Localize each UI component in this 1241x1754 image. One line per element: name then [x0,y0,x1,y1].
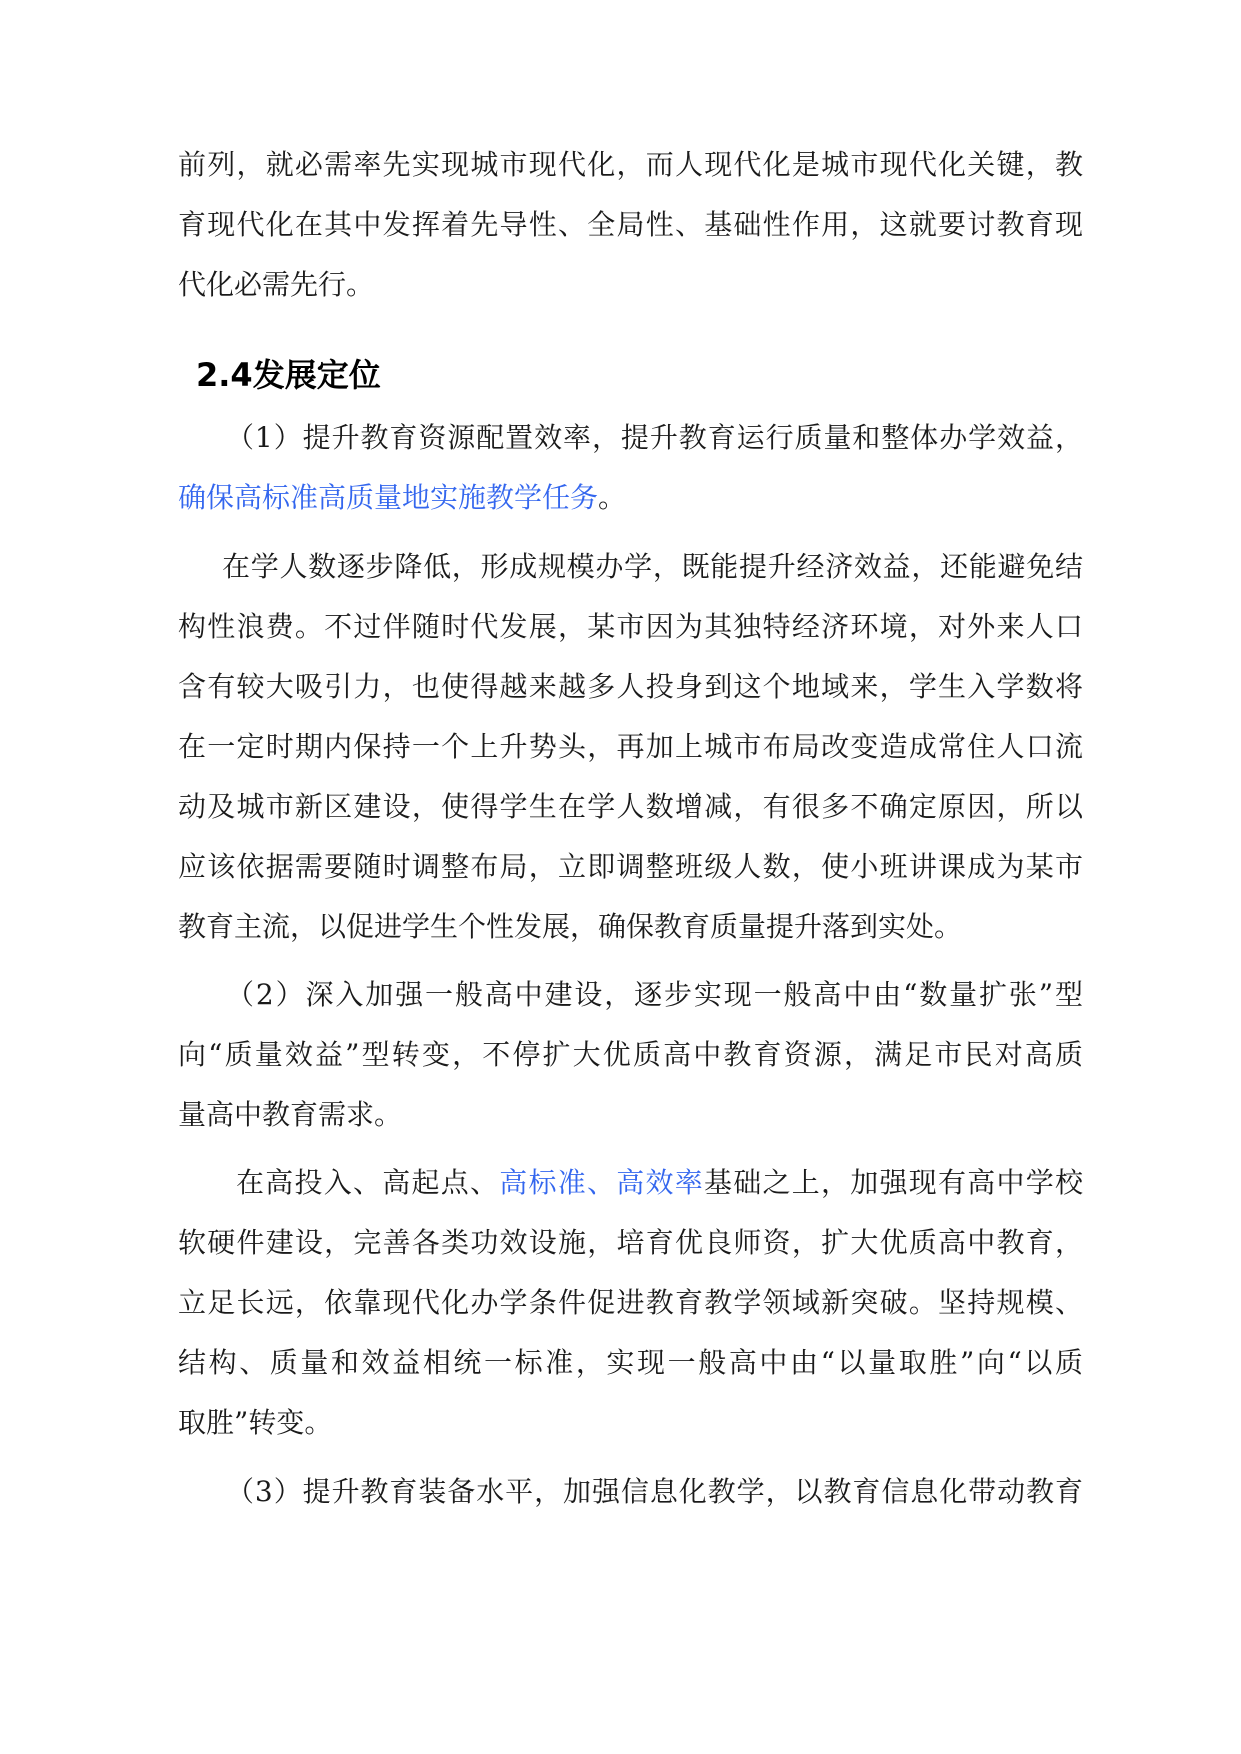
paragraph-2-line-2: 构性浪费。不过伴随时代发展，某市因为其独特经济环境，对外来人口 [178,610,1083,643]
section-heading: 2.4发展定位 [196,356,381,394]
highlighted-text: 确保高标准高质量地实施教学任务 [178,481,599,514]
item-1-line-2-tail: 。 [598,481,627,514]
paragraph-2-line-6: 应该依据需要随时调整布局，立即调整班级人数，使小班讲课成为某市 [178,850,1083,883]
item-2-line-2: 向“质量效益”型转变，不停扩大优质高中教育资源，满足市民对高质 [178,1038,1083,1071]
item-3-line-1: （3）提升教育装备水平，加强信息化教学，以教育信息化带动教育 [226,1475,1083,1508]
item-2-line-1: （2）深入加强一般高中建设，逐步实现一般高中由“数量扩张”型 [226,978,1083,1011]
paragraph-3-line-1-head: 在高投入、高起点、 [236,1166,500,1199]
paragraph-2-line-7: 教育主流，以促进学生个性发展，确保教育质量提升落到实处。 [178,910,963,943]
paragraph-1-line-2: 育现代化在其中发挥着先导性、全局性、基础性作用，这就要讨教育现 [178,208,1083,241]
paragraph-2-line-3: 含有较大吸引力，也使得越来越多人投身到这个地域来，学生入学数将 [178,670,1083,703]
paragraph-3-line-1 [236,1163,1083,1203]
highlighted-text: 高标准、高效率 [499,1166,704,1199]
paragraph-1-line-1: 前列，就必需率先实现城市现代化，而人现代化是城市现代化关键，教 [178,148,1083,181]
paragraph-2-line-1: 在学人数逐步降低，形成规模办学，既能提升经济效益，还能避免结 [222,550,1083,583]
item-1-line-2 [178,478,1083,518]
paragraph-2-line-4: 在一定时期内保持一个上升势头，再加上城市布局改变造成常住人口流 [178,730,1083,763]
paragraph-1-line-3: 代化必需先行。 [178,268,375,301]
paragraph-3-line-3: 立足长远，依靠现代化办学条件促进教育教学领域新突破。坚持规模、 [178,1286,1083,1319]
paragraph-2-line-5: 动及城市新区建设，使得学生在学人数增减，有很多不确定原因，所以 [178,790,1083,823]
item-2-line-3: 量高中教育需求。 [178,1098,403,1131]
paragraph-3-line-4: 结构、质量和效益相统一标准，实现一般高中由“以量取胜”向“以质 [178,1346,1083,1379]
paragraph-3-line-1-tail: 基础之上，加强现有高中学校 [704,1166,1083,1199]
item-1-line-1: （1）提升教育资源配置效率，提升教育运行质量和整体办学效益， [226,421,1083,454]
paragraph-3-line-5: 取胜”转变。 [178,1406,333,1439]
paragraph-3-line-2: 软硬件建设，完善各类功效设施，培育优良师资，扩大优质高中教育， [178,1226,1083,1259]
